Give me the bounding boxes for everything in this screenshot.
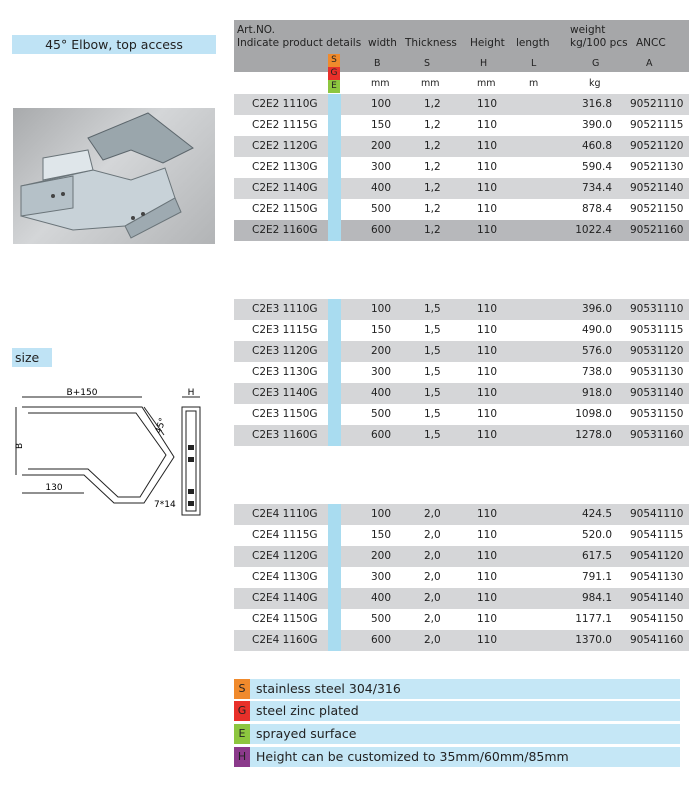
col-h: H: [480, 58, 488, 69]
article-code: C2E2 1140G: [252, 182, 318, 194]
table-row: [234, 425, 689, 446]
dim-b-label: B: [15, 442, 25, 449]
thickness-value: 2,0: [424, 508, 441, 520]
col-s: S: [424, 58, 431, 69]
article-code: C2E4 1130G: [252, 571, 318, 583]
width-value: 150: [371, 529, 392, 541]
table-row: [234, 383, 689, 404]
table-row: [234, 525, 689, 546]
height-value: 110: [477, 182, 498, 194]
article-code: C2E4 1110G: [252, 508, 318, 520]
ancc-value: 90521115: [630, 119, 684, 131]
article-code: C2E3 1120G: [252, 345, 318, 357]
table-row: [234, 115, 689, 136]
weight-value: 590.4: [581, 161, 612, 173]
width-value: 400: [371, 592, 392, 604]
height-value: 110: [477, 613, 498, 625]
weight-value: 460.8: [581, 140, 612, 152]
legend-key-g: G: [234, 701, 250, 721]
width-value: 300: [371, 366, 392, 378]
ancc-value: 90521130: [630, 161, 684, 173]
height-value: 110: [477, 366, 498, 378]
height-value: 110: [477, 571, 498, 583]
article-code: C2E2 1130G: [252, 161, 318, 173]
height-value: 110: [477, 429, 498, 441]
table-row: [234, 567, 689, 588]
height-value: 110: [477, 529, 498, 541]
ancc-value: 90541110: [630, 508, 684, 520]
height-value: 110: [477, 303, 498, 315]
article-code: C2E3 1160G: [252, 429, 318, 441]
ancc-value: 90521110: [630, 98, 684, 110]
table-row: [234, 609, 689, 630]
width-value: 400: [371, 182, 392, 194]
legend-item-g: [234, 701, 680, 721]
ancc-value: 90521150: [630, 203, 684, 215]
unit-b: mm: [371, 78, 390, 89]
weight-value: 396.0: [581, 303, 612, 315]
angle-label: 45°: [153, 416, 169, 436]
ancc-value: 90541120: [630, 550, 684, 562]
thickness-value: 1,5: [424, 303, 441, 315]
thickness-value: 2,0: [424, 571, 441, 583]
ancc-value: 90521140: [630, 182, 684, 194]
ancc-value: 90541130: [630, 571, 684, 583]
header-thickness: Thickness: [405, 37, 457, 49]
thickness-value: 1,2: [424, 119, 441, 131]
table-row: [234, 178, 689, 199]
legend-key-e: E: [234, 724, 250, 744]
width-value: 200: [371, 550, 392, 562]
article-code: C2E3 1150G: [252, 408, 318, 420]
ancc-value: 90531150: [630, 408, 684, 420]
unit-g: kg: [589, 78, 601, 89]
thickness-value: 1,2: [424, 203, 441, 215]
thickness-value: 2,0: [424, 592, 441, 604]
article-code: C2E2 1160G: [252, 224, 318, 236]
width-value: 100: [371, 303, 392, 315]
thickness-value: 1,5: [424, 345, 441, 357]
table-thickness-1-5: [234, 299, 689, 446]
header-indicate: Indicate product details: [237, 37, 362, 49]
weight-value: 791.1: [581, 571, 612, 583]
product-title: 45° Elbow, top access: [12, 35, 216, 54]
thickness-value: 1,2: [424, 182, 441, 194]
ancc-value: 90531160: [630, 429, 684, 441]
product-photo: [13, 108, 215, 244]
header-art-no: Art.NO.: [237, 24, 275, 36]
thickness-value: 2,0: [424, 613, 441, 625]
table-row: [234, 546, 689, 567]
thickness-value: 1,5: [424, 408, 441, 420]
legend-item-s: [234, 679, 680, 699]
ancc-value: 90531115: [630, 324, 684, 336]
width-value: 200: [371, 140, 392, 152]
legend-text-s: stainless steel 304/316: [256, 681, 401, 696]
thickness-value: 1,5: [424, 366, 441, 378]
article-code: C2E2 1115G: [252, 119, 318, 131]
header-weight-unit: kg/100 pcs: [570, 37, 628, 49]
article-code: C2E4 1140G: [252, 592, 318, 604]
table-header: [234, 20, 689, 72]
height-value: 110: [477, 408, 498, 420]
table-row: [234, 320, 689, 341]
thickness-value: 1,5: [424, 324, 441, 336]
article-code: C2E2 1120G: [252, 140, 318, 152]
height-value: 110: [477, 592, 498, 604]
height-value: 110: [477, 140, 498, 152]
height-value: 110: [477, 387, 498, 399]
dim-h-label: H: [187, 388, 195, 398]
ancc-value: 90541160: [630, 634, 684, 646]
thickness-value: 1,2: [424, 140, 441, 152]
finish-s-box: S: [328, 54, 340, 67]
table-row: [234, 630, 689, 651]
table-row: [234, 362, 689, 383]
weight-value: 738.0: [581, 366, 612, 378]
table-thickness-1-2: [234, 94, 689, 241]
weight-value: 1177.1: [575, 613, 612, 625]
article-code: C2E4 1160G: [252, 634, 318, 646]
col-a: A: [646, 58, 653, 69]
weight-value: 1022.4: [575, 224, 612, 236]
article-code: C2E3 1110G: [252, 303, 318, 315]
finish-color-stripe: [328, 94, 341, 241]
height-value: 110: [477, 345, 498, 357]
col-g: G: [592, 58, 600, 69]
height-value: 110: [477, 508, 498, 520]
ancc-value: 90531110: [630, 303, 684, 315]
col-b: B: [374, 58, 381, 69]
size-label: size: [12, 348, 52, 367]
header-ancc: ANCC: [636, 37, 666, 49]
legend-item-h: [234, 747, 680, 767]
width-value: 150: [371, 324, 392, 336]
width-value: 150: [371, 119, 392, 131]
thickness-value: 1,5: [424, 429, 441, 441]
legend-item-e: [234, 724, 680, 744]
table-row: [234, 220, 689, 241]
unit-s: mm: [421, 78, 440, 89]
ancc-value: 90521160: [630, 224, 684, 236]
weight-value: 390.0: [581, 119, 612, 131]
table-row: [234, 588, 689, 609]
article-code: C2E4 1120G: [252, 550, 318, 562]
dim-bottom-label: 130: [45, 483, 63, 493]
ancc-value: 90531130: [630, 366, 684, 378]
unit-l: m: [529, 78, 539, 89]
header-length: length: [516, 37, 550, 49]
width-value: 600: [371, 634, 392, 646]
thickness-value: 1,5: [424, 387, 441, 399]
article-code: C2E2 1110G: [252, 98, 318, 110]
weight-value: 918.0: [581, 387, 612, 399]
legend-key-h: H: [234, 747, 250, 767]
elbow-photo-illustration: [13, 108, 215, 244]
weight-value: 520.0: [581, 529, 612, 541]
width-value: 200: [371, 345, 392, 357]
width-value: 500: [371, 613, 392, 625]
thickness-value: 2,0: [424, 550, 441, 562]
weight-value: 490.0: [581, 324, 612, 336]
hole-label: 7*14: [154, 500, 176, 510]
table-thickness-2-0: [234, 504, 689, 651]
table-row: [234, 299, 689, 320]
article-code: C2E3 1140G: [252, 387, 318, 399]
table-row: [234, 404, 689, 425]
weight-value: 1098.0: [575, 408, 612, 420]
weight-value: 1370.0: [575, 634, 612, 646]
height-value: 110: [477, 634, 498, 646]
width-value: 300: [371, 161, 392, 173]
article-code: C2E2 1150G: [252, 203, 318, 215]
thickness-value: 1,2: [424, 224, 441, 236]
finish-g-box: G: [328, 67, 340, 80]
width-value: 400: [371, 387, 392, 399]
header-height: Height: [470, 37, 505, 49]
finish-e-box: E: [328, 80, 340, 93]
unit-h: mm: [477, 78, 496, 89]
ancc-value: 90521120: [630, 140, 684, 152]
header-weight: weight: [570, 24, 606, 36]
table-row: [234, 94, 689, 115]
article-code: C2E4 1115G: [252, 529, 318, 541]
width-value: 600: [371, 429, 392, 441]
table-row: [234, 136, 689, 157]
height-value: 110: [477, 324, 498, 336]
legend-key-s: S: [234, 679, 250, 699]
ancc-value: 90541140: [630, 592, 684, 604]
weight-value: 576.0: [581, 345, 612, 357]
weight-value: 878.4: [581, 203, 612, 215]
thickness-value: 1,2: [424, 161, 441, 173]
unit-row: [234, 72, 689, 94]
height-value: 110: [477, 161, 498, 173]
dim-top-label: B+150: [66, 388, 98, 398]
height-value: 110: [477, 224, 498, 236]
weight-value: 316.8: [581, 98, 612, 110]
weight-value: 1278.0: [575, 429, 612, 441]
ancc-value: 90531140: [630, 387, 684, 399]
width-value: 500: [371, 408, 392, 420]
finish-color-stripe: [328, 299, 341, 446]
table-row: [234, 157, 689, 178]
weight-value: 984.1: [581, 592, 612, 604]
finish-color-stripe: [328, 504, 341, 651]
article-code: C2E3 1130G: [252, 366, 318, 378]
width-value: 100: [371, 98, 392, 110]
weight-value: 734.4: [581, 182, 612, 194]
table-row: [234, 504, 689, 525]
table-row: [234, 341, 689, 362]
thickness-value: 1,2: [424, 98, 441, 110]
article-code: C2E4 1150G: [252, 613, 318, 625]
table-row: [234, 199, 689, 220]
article-code: C2E3 1115G: [252, 324, 318, 336]
legend-text-e: sprayed surface: [256, 726, 357, 741]
thickness-value: 2,0: [424, 529, 441, 541]
col-l: L: [531, 58, 537, 69]
legend-text-g: steel zinc plated: [256, 703, 359, 718]
dimension-drawing: [14, 385, 224, 525]
height-value: 110: [477, 550, 498, 562]
ancc-value: 90541150: [630, 613, 684, 625]
height-value: 110: [477, 203, 498, 215]
width-value: 500: [371, 203, 392, 215]
thickness-value: 2,0: [424, 634, 441, 646]
weight-value: 424.5: [581, 508, 612, 520]
legend-text-h: Height can be customized to 35mm/60mm/85mm: [256, 749, 569, 764]
ancc-value: 90541115: [630, 529, 684, 541]
height-value: 110: [477, 119, 498, 131]
height-value: 110: [477, 98, 498, 110]
width-value: 300: [371, 571, 392, 583]
width-value: 100: [371, 508, 392, 520]
weight-value: 617.5: [581, 550, 612, 562]
width-value: 600: [371, 224, 392, 236]
header-width: width: [368, 37, 397, 49]
ancc-value: 90531120: [630, 345, 684, 357]
